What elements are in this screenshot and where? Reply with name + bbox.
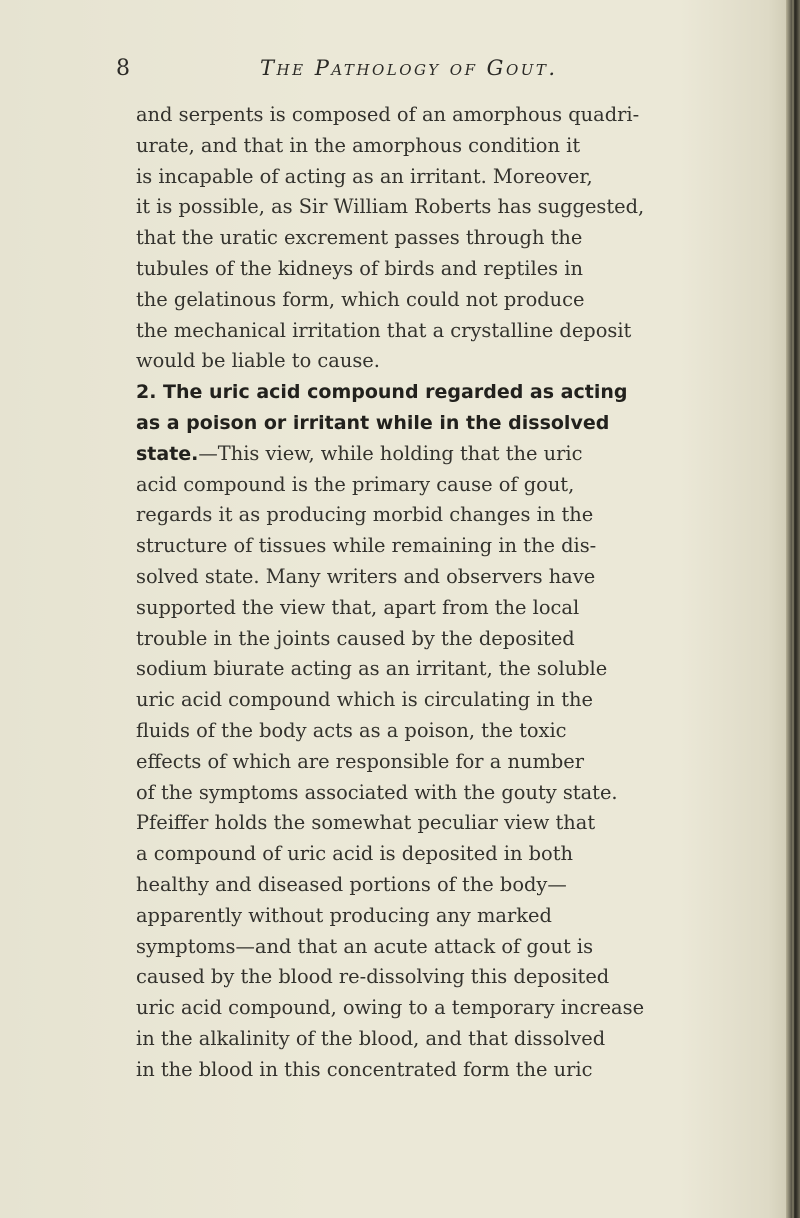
text-line: uric acid compound, owing to a temporary increase: [136, 996, 645, 1020]
page-edge-highlight: [792, 0, 794, 1218]
text-line: effects of which are responsible for a number: [136, 749, 584, 773]
text-line: symptoms—and that an acute attack of gout is: [136, 934, 594, 958]
text-line: the mechanical irritation that a crystalline deposit: [136, 318, 632, 342]
section-heading-line: 2. The uric acid compound regarded as acting: [136, 381, 628, 404]
text-line: and serpents is composed of an amorphous quadri-: [136, 103, 640, 126]
body-text: [136, 100, 736, 1086]
text-line: that the uratic excrement passes through the: [136, 226, 583, 250]
text-line: regards it as producing morbid changes in the: [136, 503, 594, 527]
text-line: caused by the blood re-dissolving this deposited: [136, 965, 610, 989]
text-line: solved state. Many writers and observers have: [136, 564, 596, 588]
text-line: healthy and diseased portions of the body—: [136, 872, 567, 896]
section-heading-final-line: [136, 439, 736, 470]
text-line: trouble in the joints caused by the deposited: [136, 626, 575, 650]
text-line: the gelatinous form, which could not produce: [136, 287, 585, 311]
text-line: Pfeiffer holds the somewhat peculiar view that: [136, 811, 596, 835]
text-line: acid compound is the primary cause of gout,: [136, 472, 575, 496]
text-line: a compound of uric acid is deposited in both: [136, 842, 573, 866]
running-title: The Pathology of Gout.: [260, 56, 558, 80]
text-line: would be liable to cause.: [136, 349, 380, 373]
text-line: of the symptoms associated with the gouty state.: [136, 780, 618, 804]
text-line: it is possible, as Sir William Roberts has suggested,: [136, 195, 645, 219]
text-line: supported the view that, apart from the local: [136, 595, 580, 619]
text-line: in the alkalinity of the blood, and that dissolved: [136, 1026, 606, 1050]
text-line: in the blood in this concentrated form the uric: [136, 1057, 593, 1081]
text-line: fluids of the body acts as a poison, the toxic: [136, 718, 567, 742]
section-heading-line: as a poison or irritant while in the dissolved: [136, 411, 610, 434]
heading-tail-text: —This view, while holding that the uric: [198, 441, 583, 465]
text-line: urate, and that in the amorphous condition it: [136, 133, 581, 157]
text-line: uric acid compound which is circulating in the: [136, 688, 593, 712]
section-heading-end: state.: [136, 442, 199, 465]
text-line: sodium biurate acting as an irritant, the soluble: [136, 657, 608, 681]
text-line: is incapable of acting as an irritant. Moreover,: [136, 164, 593, 188]
text-line: tubules of the kidneys of birds and reptiles in: [136, 256, 583, 280]
text-line: structure of tissues while remaining in the dis-: [136, 534, 597, 558]
page-header: [0, 56, 800, 96]
text-line: apparently without producing any marked: [136, 903, 552, 927]
page-number: 8: [116, 56, 130, 81]
